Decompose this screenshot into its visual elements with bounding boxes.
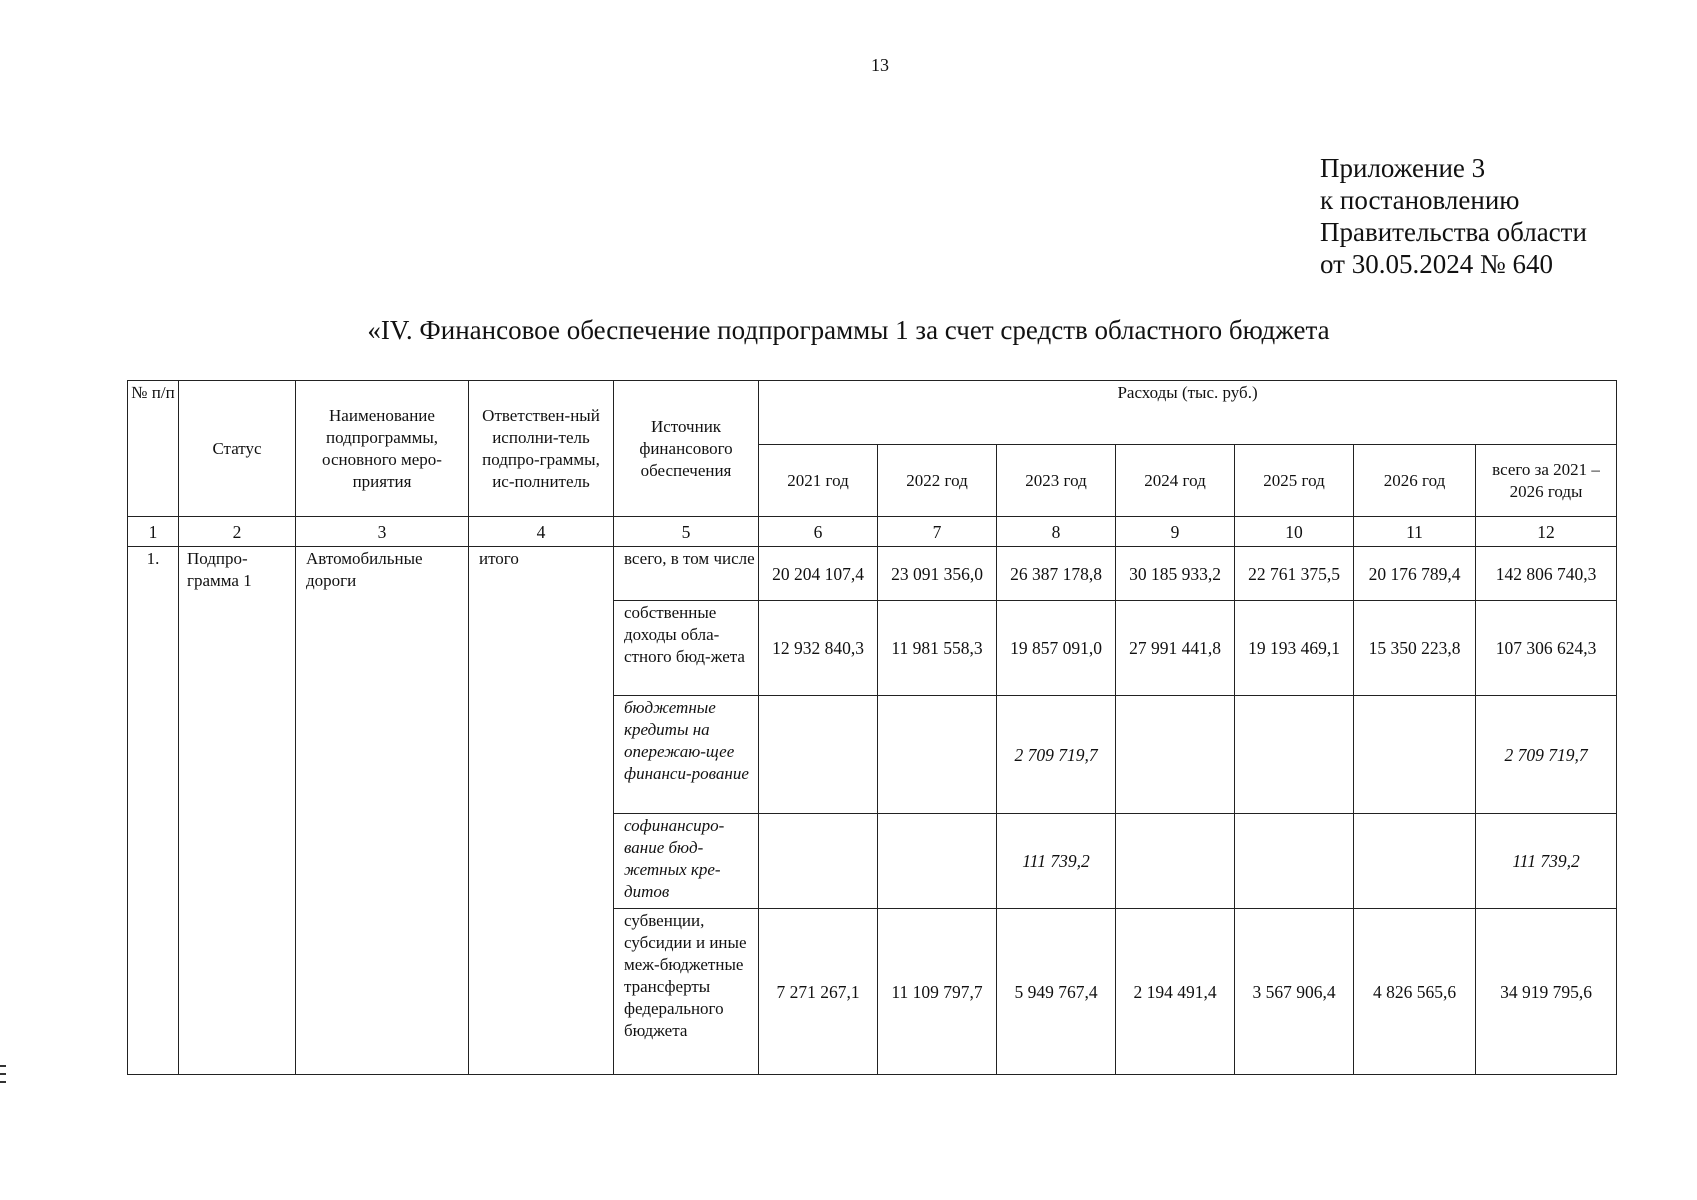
source-label: софинансиро-вание бюд-жетных кре-дитов xyxy=(614,814,759,909)
value-cell: 20 176 789,4 xyxy=(1354,547,1476,601)
header-year: 2025 год xyxy=(1235,445,1354,517)
column-number: 7 xyxy=(878,517,997,547)
value-cell xyxy=(759,696,878,814)
appendix-line: к постановлению xyxy=(1320,185,1520,215)
value-cell: 11 109 797,7 xyxy=(878,909,997,1075)
header-year: 2024 год xyxy=(1116,445,1235,517)
header-name: Наименование подпрограммы, основного меро-приятия xyxy=(296,381,469,517)
value-cell xyxy=(1116,696,1235,814)
value-cell: 111 739,2 xyxy=(997,814,1116,909)
header-executor: Ответствен-ный исполни-тель подпро-граммы, ис-полнитель xyxy=(469,381,614,517)
column-number: 9 xyxy=(1116,517,1235,547)
header-year: 2021 год xyxy=(759,445,878,517)
value-cell: 22 761 375,5 xyxy=(1235,547,1354,601)
appendix-line: от 30.05.2024 № 640 xyxy=(1320,249,1553,279)
value-cell xyxy=(1354,814,1476,909)
value-cell: 2 709 719,7 xyxy=(997,696,1116,814)
row-number: 1. xyxy=(128,547,179,1075)
row-executor: итого xyxy=(469,547,614,1075)
value-cell: 23 091 356,0 xyxy=(878,547,997,601)
value-cell xyxy=(1235,696,1354,814)
value-cell: 2 194 491,4 xyxy=(1116,909,1235,1075)
column-number: 10 xyxy=(1235,517,1354,547)
total-cell: 111 739,2 xyxy=(1476,814,1617,909)
value-cell: 3 567 906,4 xyxy=(1235,909,1354,1075)
table-row xyxy=(128,547,1617,601)
column-number: 8 xyxy=(997,517,1116,547)
value-cell: 7 271 267,1 xyxy=(759,909,878,1075)
margin-mark xyxy=(0,1073,6,1075)
value-cell: 19 857 091,0 xyxy=(997,601,1116,696)
column-number: 6 xyxy=(759,517,878,547)
value-cell xyxy=(878,814,997,909)
header-source: Источник финансового обеспечения xyxy=(614,381,759,517)
value-cell xyxy=(1235,814,1354,909)
value-cell: 19 193 469,1 xyxy=(1235,601,1354,696)
column-number: 5 xyxy=(614,517,759,547)
value-cell xyxy=(1354,696,1476,814)
value-cell: 27 991 441,8 xyxy=(1116,601,1235,696)
header-year: 2022 год xyxy=(878,445,997,517)
value-cell: 11 981 558,3 xyxy=(878,601,997,696)
document-title: «IV. Финансовое обеспечение подпрограммы 1 за счет средств областного бюджета xyxy=(367,315,1330,345)
value-cell: 12 932 840,3 xyxy=(759,601,878,696)
value-cell: 15 350 223,8 xyxy=(1354,601,1476,696)
value-cell: 20 204 107,4 xyxy=(759,547,878,601)
value-cell: 26 387 178,8 xyxy=(997,547,1116,601)
column-number: 1 xyxy=(128,517,179,547)
header-expenses: Расходы (тыс. руб.) xyxy=(759,381,1617,445)
header-no: № п/п xyxy=(128,381,179,517)
column-number: 3 xyxy=(296,517,469,547)
column-number: 4 xyxy=(469,517,614,547)
page-number: 13 xyxy=(871,55,889,75)
margin-mark xyxy=(0,1065,6,1067)
total-cell: 142 806 740,3 xyxy=(1476,547,1617,601)
value-cell: 4 826 565,6 xyxy=(1354,909,1476,1075)
value-cell xyxy=(1116,814,1235,909)
total-cell: 2 709 719,7 xyxy=(1476,696,1617,814)
row-name: Автомобильные дороги xyxy=(296,547,469,1075)
column-number: 12 xyxy=(1476,517,1617,547)
header-year: 2023 год xyxy=(997,445,1116,517)
header-total: всего за 2021 – 2026 годы xyxy=(1476,445,1617,517)
header-status: Статус xyxy=(179,381,296,517)
financing-table xyxy=(127,380,1617,1075)
source-label: бюджетные кредиты на опережаю-щее финанси-рование xyxy=(614,696,759,814)
value-cell: 5 949 767,4 xyxy=(997,909,1116,1075)
value-cell: 30 185 933,2 xyxy=(1116,547,1235,601)
source-label: собственные доходы обла-стного бюд-жета xyxy=(614,601,759,696)
column-number: 2 xyxy=(179,517,296,547)
margin-mark xyxy=(0,1081,6,1083)
header-year: 2026 год xyxy=(1354,445,1476,517)
source-label: всего, в том числе xyxy=(614,547,759,601)
row-status: Подпро-грамма 1 xyxy=(179,547,296,1075)
column-number: 11 xyxy=(1354,517,1476,547)
value-cell xyxy=(878,696,997,814)
source-label: субвенции, субсидии и иные меж-бюджетные трансферты федерального бюджета xyxy=(614,909,759,1075)
value-cell xyxy=(759,814,878,909)
total-cell: 107 306 624,3 xyxy=(1476,601,1617,696)
appendix-line: Правительства области xyxy=(1320,217,1587,247)
appendix-line: Приложение 3 xyxy=(1320,153,1486,183)
appendix-block xyxy=(1320,152,1587,280)
margin-marks xyxy=(0,1065,6,1089)
total-cell: 34 919 795,6 xyxy=(1476,909,1617,1075)
